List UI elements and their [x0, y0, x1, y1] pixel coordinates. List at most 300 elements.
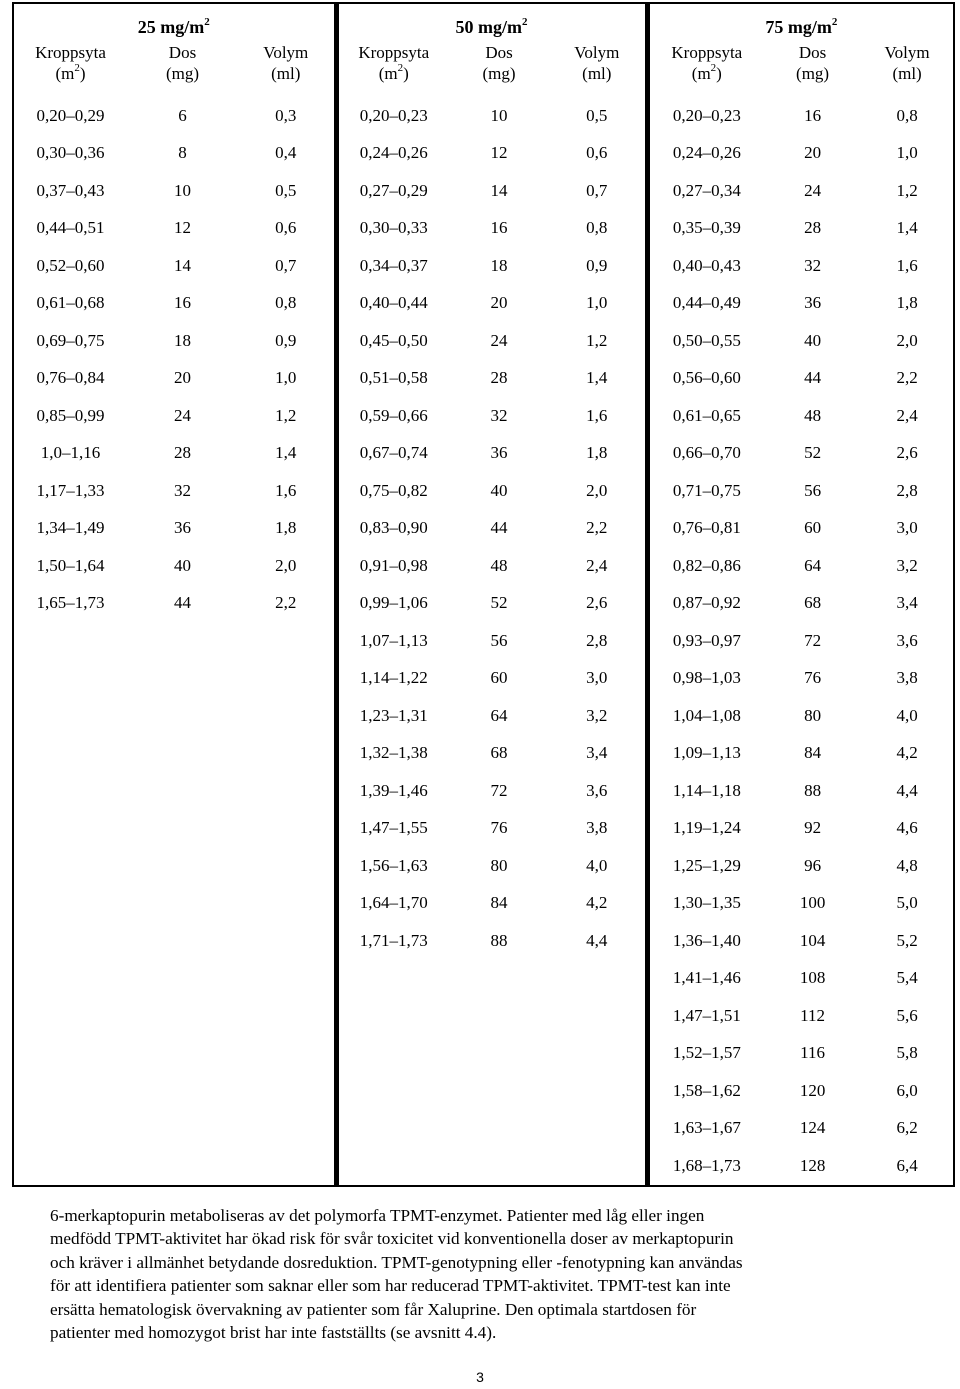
- table-row: [13, 735, 954, 773]
- cell-25-volym: 1,6: [275, 480, 297, 500]
- cell-75-kroppsyta: 0,82–0,86: [647, 547, 764, 585]
- cell-75-volym: 6,4: [861, 1147, 954, 1186]
- group-header-75: 75 $mg/m^2$: [647, 3, 954, 38]
- cell-50-kroppsyta: [336, 1072, 449, 1110]
- cell-50-dos: 28: [490, 368, 508, 388]
- cell-50-kroppsyta: 1,47–1,55: [336, 810, 449, 848]
- cell-25-volym: 0,7: [275, 255, 297, 275]
- table-row: [13, 885, 954, 923]
- cell-50-dos: 24: [490, 330, 508, 350]
- cell-25-volym: 1,4: [275, 443, 297, 463]
- cell-75-dos: 52: [804, 443, 822, 463]
- cell-75-dos: 76: [804, 668, 822, 688]
- cell-75-volym: 2,6: [861, 435, 954, 473]
- cell-75-volym: 1,0: [861, 135, 954, 173]
- table-row: [13, 510, 954, 548]
- cell-25-volym: [238, 1072, 336, 1110]
- cell-75-kroppsyta: 0,93–0,97: [647, 622, 764, 660]
- cell-50-kroppsyta: 1,07–1,13: [336, 622, 449, 660]
- cell-50-volym: 0,7: [586, 180, 608, 200]
- cell-75-dos: 48: [804, 405, 822, 425]
- cell-25-kroppsyta: 1,34–1,49: [13, 510, 127, 548]
- cell-75-volym: 5,6: [861, 997, 954, 1035]
- cell-50-volym: 4,2: [586, 893, 608, 913]
- cell-25-volym: 0,3: [275, 105, 297, 125]
- cell-25-kroppsyta: [13, 922, 127, 960]
- table-row: [13, 397, 954, 435]
- cell-75-kroppsyta: 1,25–1,29: [647, 847, 764, 885]
- cell-50-kroppsyta: 1,39–1,46: [336, 772, 449, 810]
- cell-75-volym: 4,0: [861, 697, 954, 735]
- cell-50-dos: [449, 1035, 549, 1073]
- cell-50-kroppsyta: [336, 997, 449, 1035]
- cell-25-volym: 1,8: [275, 518, 297, 538]
- cell-50-kroppsyta: 0,45–0,50: [336, 322, 449, 360]
- cell-75-kroppsyta: 0,44–0,49: [647, 285, 764, 323]
- cell-75-volym: 6,2: [861, 1110, 954, 1148]
- cell-50-dos: [449, 997, 549, 1035]
- cell-25-dos: 28: [174, 443, 191, 463]
- column-header-row: [13, 38, 954, 97]
- cell-75-dos: 68: [804, 593, 822, 613]
- cell-75-volym: 1,6: [861, 247, 954, 285]
- column-header-dos: Dos (mg): [482, 43, 516, 83]
- cell-75-kroppsyta: 0,27–0,34: [647, 172, 764, 210]
- cell-75-dos: 64: [804, 555, 822, 575]
- cell-25-kroppsyta: 1,17–1,33: [13, 472, 127, 510]
- cell-25-kroppsyta: [13, 1035, 127, 1073]
- cell-25-kroppsyta: [13, 885, 127, 923]
- cell-25-volym: [238, 810, 336, 848]
- cell-75-volym: 5,8: [861, 1035, 954, 1073]
- cell-75-kroppsyta: 1,47–1,51: [647, 997, 764, 1035]
- cell-25-kroppsyta: [13, 772, 127, 810]
- cell-25-kroppsyta: 0,44–0,51: [13, 210, 127, 248]
- cell-75-volym: 3,8: [861, 660, 954, 698]
- table-row: [13, 1147, 954, 1186]
- cell-75-volym: 6,0: [861, 1072, 954, 1110]
- cell-50-kroppsyta: 1,71–1,73: [336, 922, 449, 960]
- column-header-volym: Volym (ml): [861, 38, 954, 97]
- cell-50-volym: 4,4: [586, 930, 608, 950]
- cell-50-kroppsyta: 1,14–1,22: [336, 660, 449, 698]
- cell-25-dos: 12: [174, 218, 191, 238]
- cell-75-volym: 5,2: [861, 922, 954, 960]
- column-header-volym: Volym (ml): [574, 43, 620, 83]
- cell-25-dos: [127, 922, 238, 960]
- cell-75-dos: 56: [804, 480, 822, 500]
- cell-75-volym: 1,8: [861, 285, 954, 323]
- table-row: [13, 810, 954, 848]
- cell-75-dos: 124: [799, 1118, 826, 1138]
- cell-75-kroppsyta: 1,36–1,40: [647, 922, 764, 960]
- cell-50-dos: 32: [490, 405, 508, 425]
- group-header-50: 50 $mg/m^2$: [336, 3, 647, 38]
- cell-75-kroppsyta: 0,20–0,23: [647, 97, 764, 135]
- cell-75-kroppsyta: 0,50–0,55: [647, 322, 764, 360]
- cell-50-kroppsyta: [336, 1110, 449, 1148]
- table-row: [13, 210, 954, 248]
- cell-25-kroppsyta: [13, 997, 127, 1035]
- cell-50-volym: 3,2: [586, 705, 608, 725]
- cell-50-kroppsyta: 0,34–0,37: [336, 247, 449, 285]
- cell-75-volym: 4,6: [861, 810, 954, 848]
- cell-50-dos: 44: [490, 518, 508, 538]
- cell-25-volym: [238, 847, 336, 885]
- cell-75-dos: 100: [799, 893, 826, 913]
- cell-25-kroppsyta: [13, 735, 127, 773]
- cell-25-dos: 16: [174, 293, 191, 313]
- cell-75-volym: 5,4: [861, 960, 954, 998]
- cell-25-kroppsyta: [13, 1110, 127, 1148]
- cell-75-dos: 20: [804, 143, 822, 163]
- cell-50-dos: 76: [490, 818, 508, 838]
- cell-50-volym: 4,0: [586, 855, 608, 875]
- cell-50-dos: 52: [490, 593, 508, 613]
- table-row: [13, 922, 954, 960]
- cell-25-dos: 6: [178, 105, 187, 125]
- cell-50-kroppsyta: 0,75–0,82: [336, 472, 449, 510]
- cell-25-kroppsyta: [13, 697, 127, 735]
- table-row: [13, 360, 954, 398]
- cell-50-volym: 0,6: [586, 143, 608, 163]
- cell-50-kroppsyta: [336, 1147, 449, 1186]
- note-line: medfödd TPMT-aktivitet har ökad risk för svår toxicitet vid konventionella doser av merkaptopurin: [50, 1229, 734, 1249]
- cell-75-volym: 2,8: [861, 472, 954, 510]
- cell-50-dos: 64: [490, 705, 508, 725]
- cell-75-kroppsyta: 1,41–1,46: [647, 960, 764, 998]
- table-row: [13, 772, 954, 810]
- cell-50-kroppsyta: 1,23–1,31: [336, 697, 449, 735]
- cell-25-volym: 1,0: [275, 368, 297, 388]
- cell-75-kroppsyta: 1,30–1,35: [647, 885, 764, 923]
- cell-25-dos: [127, 960, 238, 998]
- cell-25-volym: [238, 660, 336, 698]
- cell-50-dos: 14: [490, 180, 508, 200]
- cell-25-volym: [238, 772, 336, 810]
- cell-50-dos: 80: [490, 855, 508, 875]
- cell-75-volym: 3,6: [861, 622, 954, 660]
- cell-75-dos: 40: [804, 330, 822, 350]
- cell-50-kroppsyta: [336, 1035, 449, 1073]
- cell-75-kroppsyta: 0,24–0,26: [647, 135, 764, 173]
- cell-25-volym: 0,8: [275, 293, 297, 313]
- cell-25-kroppsyta: 0,76–0,84: [13, 360, 127, 398]
- cell-50-volym: [549, 1035, 647, 1073]
- table-row: [13, 1035, 954, 1073]
- cell-25-volym: [238, 997, 336, 1035]
- cell-25-volym: [238, 697, 336, 735]
- cell-25-kroppsyta: 1,0–1,16: [13, 435, 127, 473]
- cell-75-dos: 116: [800, 1043, 825, 1063]
- cell-25-dos: 10: [174, 180, 191, 200]
- table-row: [13, 135, 954, 173]
- cell-50-kroppsyta: 0,99–1,06: [336, 585, 449, 623]
- cell-50-dos: 56: [490, 630, 508, 650]
- cell-25-dos: [127, 697, 238, 735]
- cell-50-volym: 2,0: [586, 480, 608, 500]
- cell-50-kroppsyta: 0,40–0,44: [336, 285, 449, 323]
- dose-group-row: [13, 3, 954, 38]
- cell-50-dos: [449, 960, 549, 998]
- cell-75-dos: 32: [804, 255, 822, 275]
- cell-75-dos: 72: [804, 630, 822, 650]
- cell-50-dos: 48: [490, 555, 508, 575]
- cell-25-kroppsyta: [13, 1147, 127, 1186]
- cell-25-dos: 14: [174, 255, 191, 275]
- cell-75-volym: 1,2: [861, 172, 954, 210]
- cell-25-kroppsyta: [13, 960, 127, 998]
- cell-25-dos: [127, 1147, 238, 1186]
- cell-50-kroppsyta: 0,27–0,29: [336, 172, 449, 210]
- cell-25-kroppsyta: 0,20–0,29: [13, 97, 127, 135]
- cell-25-kroppsyta: 0,52–0,60: [13, 247, 127, 285]
- column-header-kroppsyta: Kroppsyta $(m^2)$: [13, 38, 127, 97]
- cell-50-volym: 0,5: [586, 105, 608, 125]
- cell-75-kroppsyta: 0,71–0,75: [647, 472, 764, 510]
- cell-25-volym: [238, 735, 336, 773]
- cell-25-kroppsyta: 0,37–0,43: [13, 172, 127, 210]
- cell-25-dos: [127, 1072, 238, 1110]
- cell-50-volym: 1,2: [586, 330, 608, 350]
- cell-25-dos: [127, 847, 238, 885]
- cell-75-kroppsyta: 1,14–1,18: [647, 772, 764, 810]
- cell-75-dos: 120: [799, 1080, 826, 1100]
- cell-75-kroppsyta: 0,98–1,03: [647, 660, 764, 698]
- note-line: för att identifiera patienter som saknar eller som har reducerad TPMT-aktivitet. TPMT-test kan inte: [50, 1276, 731, 1296]
- cell-75-dos: 16: [804, 105, 822, 125]
- group-header-25: 25 $mg/m^2$: [13, 3, 336, 38]
- cell-75-kroppsyta: 0,76–0,81: [647, 510, 764, 548]
- cell-50-dos: 18: [490, 255, 508, 275]
- column-header-kroppsyta: Kroppsyta $(m^2)$: [647, 38, 764, 97]
- cell-25-kroppsyta: 0,69–0,75: [13, 322, 127, 360]
- cell-75-dos: 80: [804, 705, 822, 725]
- cell-50-dos: 10: [490, 105, 508, 125]
- table-row: [13, 1110, 954, 1148]
- cell-25-kroppsyta: [13, 847, 127, 885]
- cell-75-kroppsyta: 0,87–0,92: [647, 585, 764, 623]
- cell-50-kroppsyta: [336, 960, 449, 998]
- cell-50-kroppsyta: 1,56–1,63: [336, 847, 449, 885]
- cell-25-dos: 32: [174, 480, 191, 500]
- cell-50-volym: 1,4: [586, 368, 608, 388]
- cell-50-dos: 12: [490, 143, 508, 163]
- column-header-volym: Volym (ml): [263, 43, 309, 83]
- cell-50-volym: 2,4: [586, 555, 608, 575]
- table-row: [13, 172, 954, 210]
- cell-50-volym: [549, 997, 647, 1035]
- cell-50-volym: 2,8: [586, 630, 608, 650]
- cell-75-volym: 2,0: [861, 322, 954, 360]
- cell-25-volym: 0,6: [275, 218, 297, 238]
- cell-75-dos: 108: [799, 968, 826, 988]
- cell-25-volym: [238, 885, 336, 923]
- cell-25-dos: 40: [174, 555, 191, 575]
- column-header-kroppsyta: Kroppsyta $(m^2)$: [336, 38, 449, 97]
- cell-50-kroppsyta: 0,30–0,33: [336, 210, 449, 248]
- cell-25-kroppsyta: 1,50–1,64: [13, 547, 127, 585]
- cell-75-dos: 24: [804, 180, 822, 200]
- cell-75-volym: 5,0: [861, 885, 954, 923]
- cell-25-dos: [127, 885, 238, 923]
- cell-75-volym: 4,4: [861, 772, 954, 810]
- cell-75-kroppsyta: 1,04–1,08: [647, 697, 764, 735]
- cell-75-volym: 3,4: [861, 585, 954, 623]
- cell-75-dos: 104: [799, 930, 826, 950]
- cell-75-dos: 112: [800, 1005, 825, 1025]
- cell-25-kroppsyta: 0,30–0,36: [13, 135, 127, 173]
- cell-50-dos: 88: [490, 930, 508, 950]
- cell-75-kroppsyta: 1,52–1,57: [647, 1035, 764, 1073]
- cell-75-dos: 84: [804, 743, 822, 763]
- cell-25-volym: [238, 1035, 336, 1073]
- cell-50-kroppsyta: 0,83–0,90: [336, 510, 449, 548]
- table-row: [13, 960, 954, 998]
- cell-50-volym: 0,9: [586, 255, 608, 275]
- cell-25-dos: 20: [174, 368, 191, 388]
- cell-75-kroppsyta: 0,66–0,70: [647, 435, 764, 473]
- cell-50-kroppsyta: 0,67–0,74: [336, 435, 449, 473]
- cell-50-volym: 3,8: [586, 818, 608, 838]
- cell-25-volym: 0,9: [275, 330, 297, 350]
- cell-50-volym: 1,8: [586, 443, 608, 463]
- cell-25-volym: 0,5: [275, 180, 297, 200]
- cell-50-kroppsyta: 0,51–0,58: [336, 360, 449, 398]
- cell-75-dos: 88: [804, 780, 822, 800]
- cell-25-dos: 18: [174, 330, 191, 350]
- page-number: 3: [476, 1369, 484, 1385]
- cell-50-volym: [549, 1147, 647, 1186]
- table-row: [13, 285, 954, 323]
- cell-25-kroppsyta: 0,61–0,68: [13, 285, 127, 323]
- cell-75-dos: 60: [804, 518, 822, 538]
- cell-25-kroppsyta: [13, 660, 127, 698]
- cell-50-volym: 1,6: [586, 405, 608, 425]
- cell-75-dos: 28: [804, 218, 822, 238]
- cell-25-volym: [238, 1110, 336, 1148]
- cell-75-kroppsyta: 1,68–1,73: [647, 1147, 764, 1186]
- cell-50-kroppsyta: 0,24–0,26: [336, 135, 449, 173]
- cell-75-kroppsyta: 1,09–1,13: [647, 735, 764, 773]
- note-line: ersätta hematologisk övervakning av patienter som får Xaluprine. Den optimala startdosen för: [50, 1299, 697, 1319]
- cell-25-volym: 2,2: [275, 593, 297, 613]
- cell-50-dos: 40: [490, 480, 508, 500]
- cell-50-dos: 68: [490, 743, 508, 763]
- cell-50-volym: 2,2: [586, 518, 608, 538]
- cell-75-kroppsyta: 1,63–1,67: [647, 1110, 764, 1148]
- cell-25-volym: 0,4: [275, 143, 297, 163]
- cell-75-volym: 4,8: [861, 847, 954, 885]
- dose-table: [12, 2, 955, 1187]
- cell-75-dos: 92: [804, 818, 822, 838]
- cell-50-volym: 1,0: [586, 293, 608, 313]
- cell-25-dos: [127, 735, 238, 773]
- column-header-dos: Dos (mg): [796, 43, 830, 83]
- cell-50-dos: 84: [490, 893, 508, 913]
- table-row: [13, 697, 954, 735]
- note-line: 6-merkaptopurin metaboliseras av det polymorfa TPMT-enzymet. Patienter med låg eller ingen: [50, 1206, 705, 1225]
- cell-25-dos: [127, 1110, 238, 1148]
- cell-50-kroppsyta: 0,20–0,23: [336, 97, 449, 135]
- table-row: [13, 622, 954, 660]
- cell-25-dos: 24: [174, 405, 191, 425]
- cell-50-volym: 3,6: [586, 780, 608, 800]
- cell-25-volym: [238, 1147, 336, 1186]
- cell-50-dos: [449, 1072, 549, 1110]
- cell-25-kroppsyta: 1,65–1,73: [13, 585, 127, 623]
- table-row: [13, 322, 954, 360]
- cell-75-kroppsyta: 1,19–1,24: [647, 810, 764, 848]
- cell-25-dos: 36: [174, 518, 191, 538]
- cell-25-kroppsyta: [13, 810, 127, 848]
- cell-75-volym: 4,2: [861, 735, 954, 773]
- cell-25-dos: 44: [174, 593, 191, 613]
- cell-50-volym: 2,6: [586, 593, 608, 613]
- cell-50-kroppsyta: 0,59–0,66: [336, 397, 449, 435]
- table-body: [13, 3, 954, 1186]
- table-row: [13, 472, 954, 510]
- column-header-dos: Dos (mg): [165, 43, 200, 83]
- cell-75-kroppsyta: 0,40–0,43: [647, 247, 764, 285]
- cell-25-volym: [238, 622, 336, 660]
- note-line: patienter med homozygot brist har inte fastställts (se avsnitt 4.4).: [50, 1323, 497, 1343]
- cell-25-volym: 2,0: [275, 555, 297, 575]
- tpmt-note: [50, 1204, 910, 1344]
- cell-50-volym: 0,8: [586, 218, 608, 238]
- cell-50-volym: [549, 960, 647, 998]
- cell-75-volym: 1,4: [861, 210, 954, 248]
- table-row: [13, 247, 954, 285]
- cell-25-dos: [127, 1035, 238, 1073]
- cell-75-kroppsyta: 0,61–0,65: [647, 397, 764, 435]
- cell-25-kroppsyta: [13, 622, 127, 660]
- cell-75-volym: 2,2: [861, 360, 954, 398]
- cell-75-volym: 3,2: [861, 547, 954, 585]
- cell-50-volym: [549, 1110, 647, 1148]
- cell-50-volym: 3,4: [586, 743, 608, 763]
- table-row: [13, 660, 954, 698]
- cell-75-volym: 3,0: [861, 510, 954, 548]
- table-row: [13, 435, 954, 473]
- cell-50-dos: 72: [490, 780, 508, 800]
- cell-50-dos: 60: [490, 668, 508, 688]
- cell-75-dos: 44: [804, 368, 822, 388]
- table-row: [13, 97, 954, 135]
- cell-50-volym: 3,0: [586, 668, 608, 688]
- cell-50-dos: [449, 1110, 549, 1148]
- cell-25-dos: [127, 622, 238, 660]
- cell-75-kroppsyta: 1,58–1,62: [647, 1072, 764, 1110]
- cell-50-kroppsyta: 1,64–1,70: [336, 885, 449, 923]
- cell-50-dos: [449, 1147, 549, 1186]
- cell-25-dos: [127, 997, 238, 1035]
- cell-25-volym: 1,2: [275, 405, 297, 425]
- cell-25-dos: [127, 810, 238, 848]
- table-row: [13, 847, 954, 885]
- table-row: [13, 547, 954, 585]
- cell-75-kroppsyta: 0,35–0,39: [647, 210, 764, 248]
- cell-25-volym: [238, 922, 336, 960]
- cell-25-dos: [127, 660, 238, 698]
- cell-50-dos: 16: [490, 218, 508, 238]
- cell-75-volym: 2,4: [861, 397, 954, 435]
- cell-50-dos: 20: [490, 293, 508, 313]
- cell-25-dos: [127, 772, 238, 810]
- cell-50-dos: 36: [490, 443, 508, 463]
- cell-75-volym: 0,8: [861, 97, 954, 135]
- note-line: och kräver i allmänhet betydande dosreduktion. TPMT-genotypning eller -fenotypning kan användas: [50, 1252, 743, 1272]
